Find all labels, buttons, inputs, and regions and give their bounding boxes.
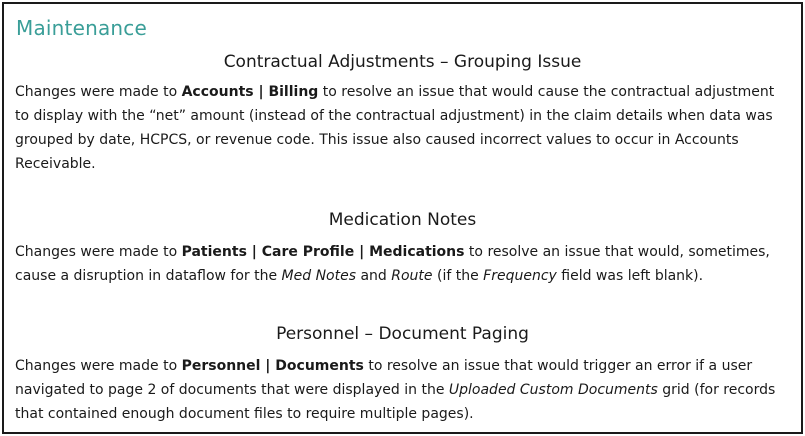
text-run: Changes were made to [15, 84, 182, 100]
text-run: field was left blank). [556, 268, 704, 284]
section-heading-maintenance: Maintenance [16, 16, 147, 40]
menu-path: Accounts | Billing [181, 84, 319, 100]
paragraph-line: Receivable. [15, 156, 96, 172]
title-contractual-adjustments: Contractual Adjustments – Grouping Issue [223, 52, 582, 72]
menu-path: Patients | Care Profile | Medications [181, 244, 465, 260]
text-run: Changes were made to [15, 358, 182, 374]
text-run: and [356, 268, 392, 284]
paragraph-line: grouped by date, HCPCS, or revenue code. This issue also caused incorrect values to occur in Accounts [15, 132, 739, 148]
paragraph-line [15, 378, 795, 402]
text-run: to resolve an issue that would trigger an error if a user [363, 358, 753, 374]
title-personnel-document-paging: Personnel – Document Paging [276, 324, 529, 344]
text-run: Changes were made to [15, 244, 182, 260]
text-run: cause a disruption in dataflow for the [15, 268, 282, 284]
text-run: to resolve an issue that would cause the contractual adjustment [318, 84, 775, 100]
field-name-route: Route [391, 268, 433, 284]
paragraph-contractual-adjustments [15, 80, 795, 176]
paragraph-personnel-document-paging [15, 354, 795, 426]
paragraph-line [15, 80, 795, 104]
release-notes-panel [2, 2, 803, 434]
field-name-med-notes: Med Notes [281, 268, 357, 284]
paragraph-line [15, 240, 795, 264]
grid-name-uploaded-custom-documents: Uploaded Custom Documents [448, 382, 658, 398]
text-run: (if the [432, 268, 484, 284]
text-run: to resolve an issue that would, sometimes, [464, 244, 770, 260]
text-run: navigated to page 2 of documents that were displayed in the [15, 382, 449, 398]
paragraph-line [15, 264, 795, 288]
paragraph-line: that contained enough document files to require multiple pages). [15, 406, 474, 422]
paragraph-line: to display with the “net” amount (instead of the contractual adjustment) in the claim details when data was [15, 108, 773, 124]
field-name-frequency: Frequency [483, 268, 557, 284]
title-medication-notes: Medication Notes [328, 210, 477, 230]
text-run: grid (for records [657, 382, 776, 398]
menu-path: Personnel | Documents [181, 358, 364, 374]
paragraph-line [15, 354, 795, 378]
paragraph-medication-notes [15, 240, 795, 288]
